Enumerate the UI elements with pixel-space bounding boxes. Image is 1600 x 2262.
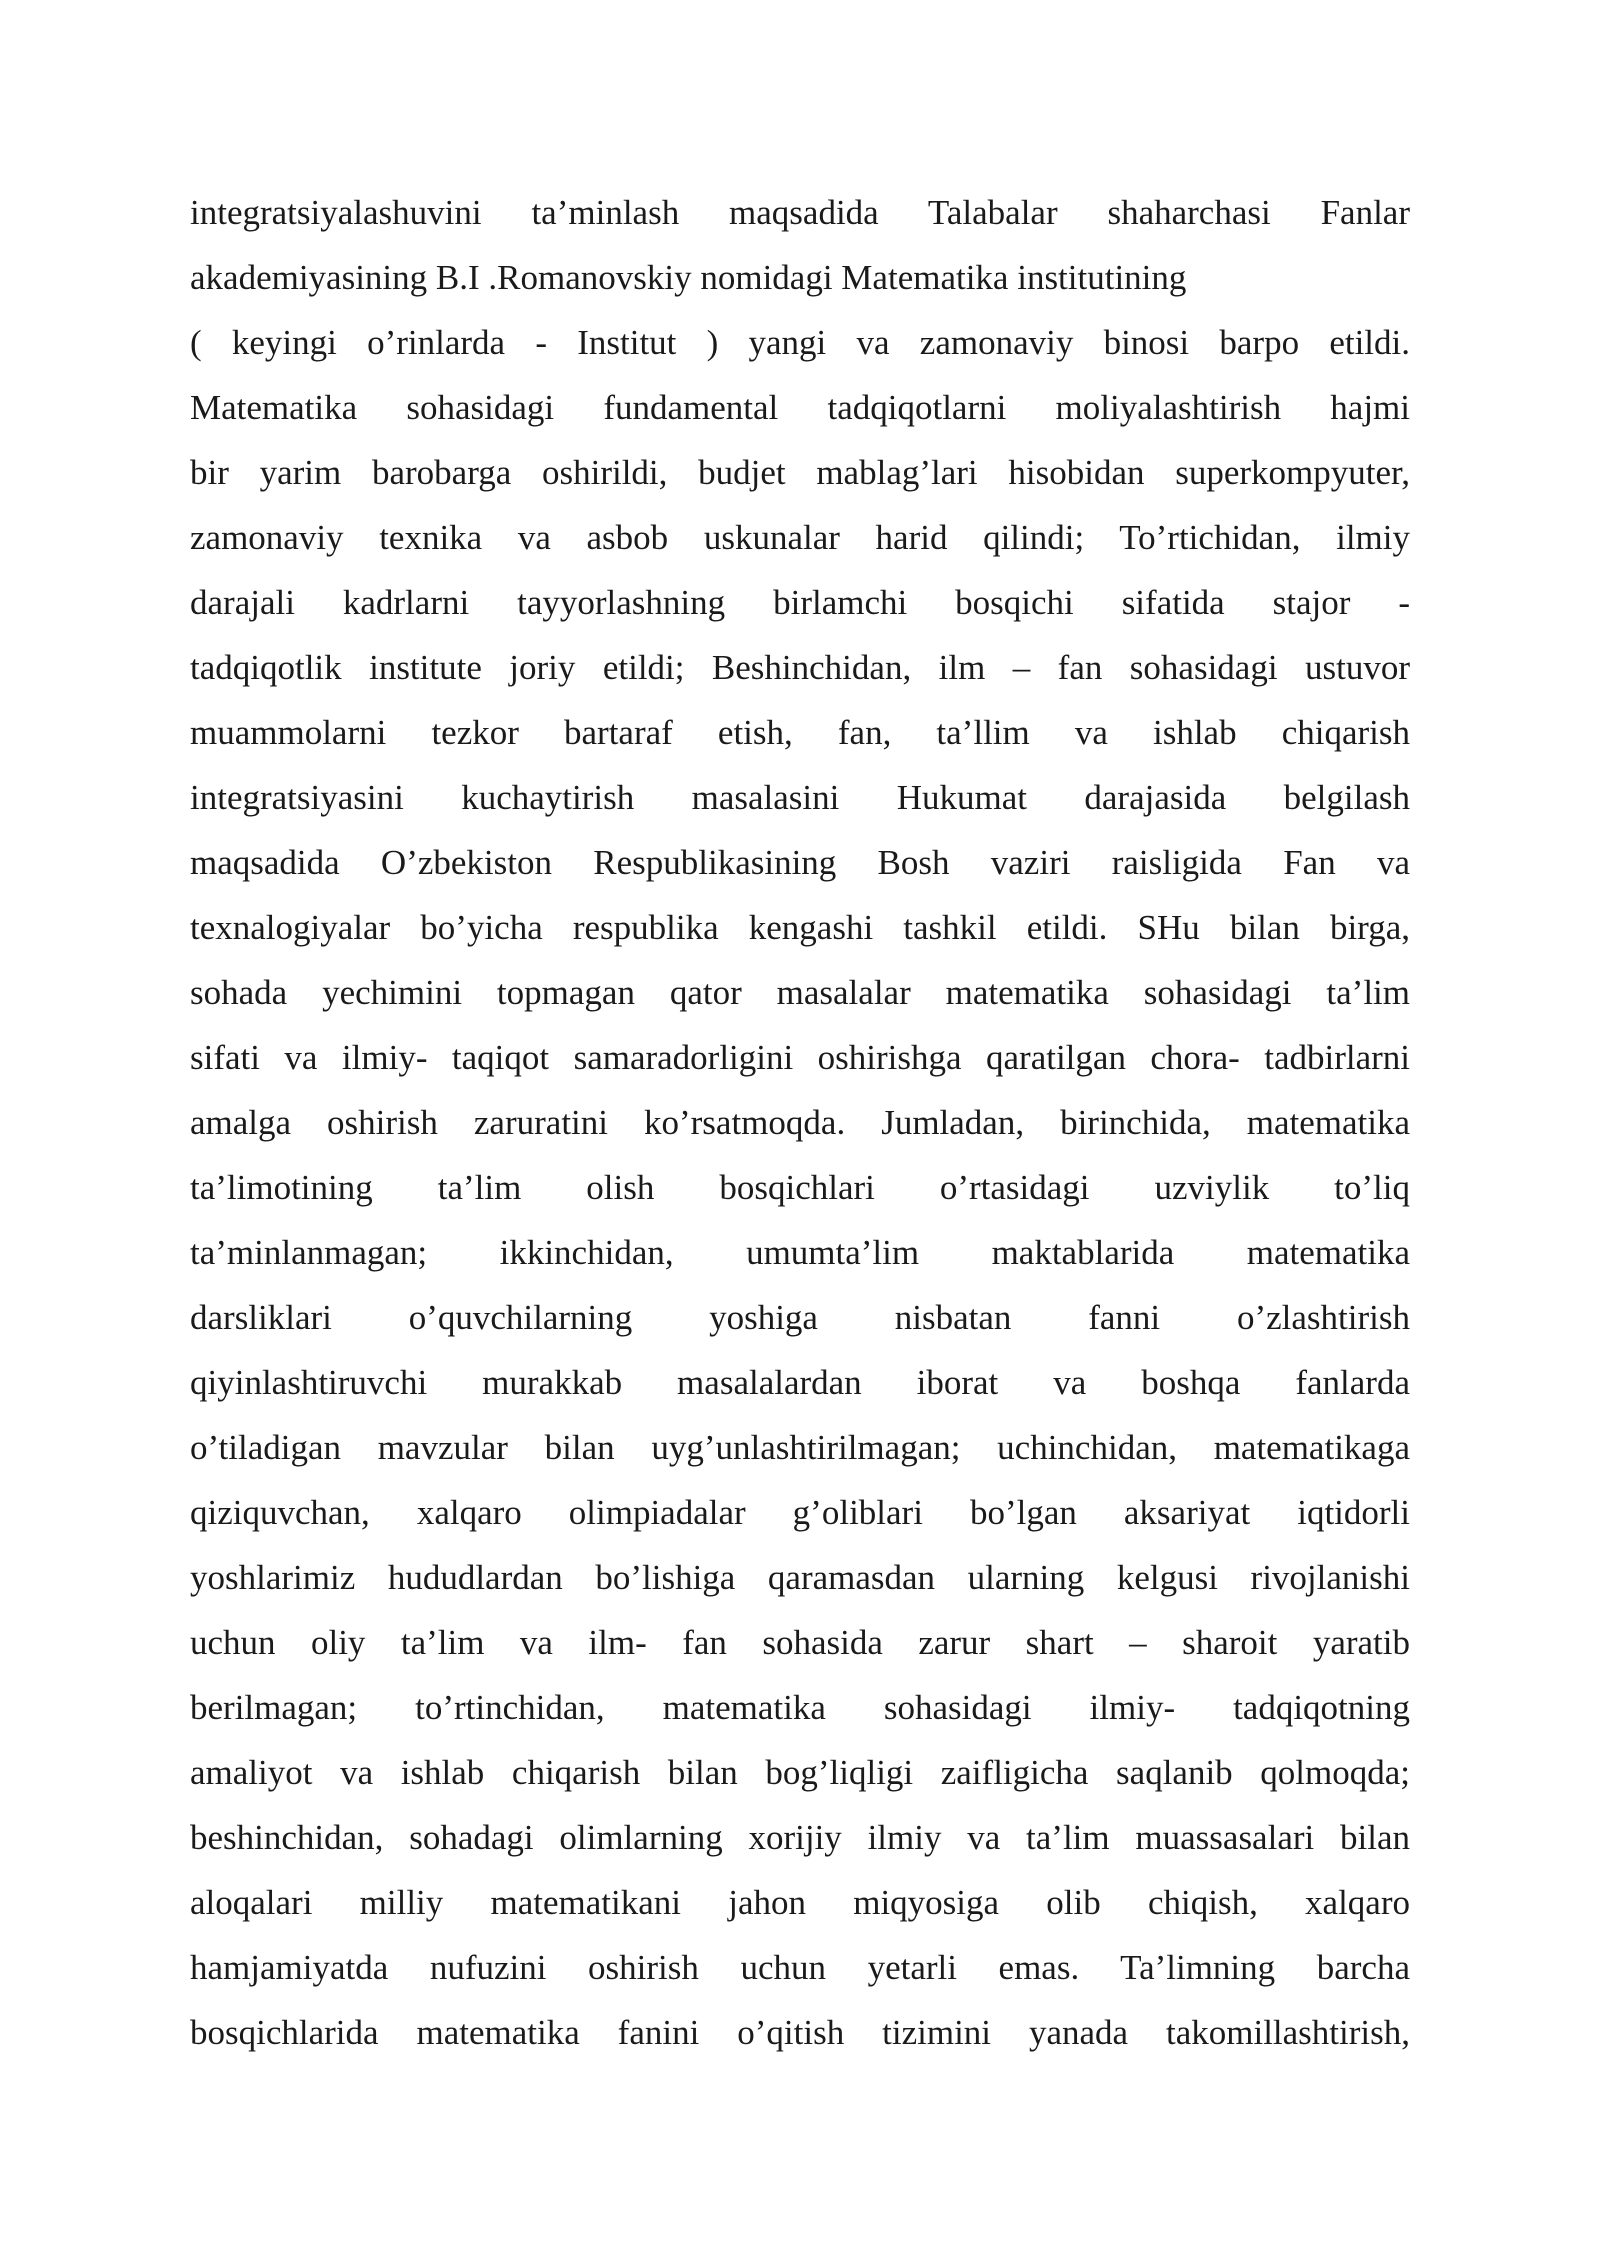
text-line: maqsadida O’zbekiston Respublikasining Bosh vaziri raisligida Fan va (190, 843, 1410, 882)
text-line: sohada yechimini topmagan qator masalalar matematika sohasidagi ta’lim (190, 973, 1410, 1012)
text-line: amaliyot va ishlab chiqarish bilan bog’liqligi zaifligicha saqlanib qolmoqda; (190, 1753, 1410, 1792)
text-line: darajali kadrlarni tayyorlashning birlamchi bosqichi sifatida stajor - (190, 583, 1410, 622)
text-line: zamonaviy texnika va asbob uskunalar harid qilindi; To’rtichidan, ilmiy (190, 518, 1410, 557)
text-line: integratsiyasini kuchaytirish masalasini Hukumat darajasida belgilash (190, 778, 1410, 817)
text-line: aloqalari milliy matematikani jahon miqyosiga olib chiqish, xalqaro (190, 1883, 1410, 1922)
text-line: ta’minlanmagan; ikkinchidan, umumta’lim maktablarida matematika (190, 1233, 1410, 1272)
text-line: uchun oliy ta’lim va ilm- fan sohasida zarur shart – sharoit yaratib (190, 1623, 1410, 1662)
text-line: o’tiladigan mavzular bilan uyg’unlashtirilmagan; uchinchidan, matematikaga (190, 1428, 1410, 1467)
text-line: bosqichlarida matematika fanini o’qitish tizimini yanada takomillashtirish, (190, 2013, 1410, 2052)
text-line: integratsiyalashuvini ta’minlash maqsadida Talabalar shaharchasi Fanlar (190, 193, 1410, 232)
text-line: amalga oshirish zaruratini ko’rsatmoqda. Jumladan, birinchida, matematika (190, 1103, 1410, 1142)
body-text (190, 180, 1410, 2065)
text-line: texnalogiyalar bo’yicha respublika kengashi tashkil etildi. SHu bilan birga, (190, 908, 1410, 947)
text-line: qiziquvchan, xalqaro olimpiadalar g’oliblari bo’lgan aksariyat iqtidorli (190, 1493, 1410, 1532)
text-line: bir yarim barobarga oshirildi, budjet mablag’lari hisobidan superkompyuter, (190, 453, 1410, 492)
text-line: berilmagan; to’rtinchidan, matematika sohasidagi ilmiy- tadqiqotning (190, 1688, 1410, 1727)
text-line: ( keyingi o’rinlarda - Institut ) yangi va zamonaviy binosi barpo etildi. (190, 323, 1410, 362)
text-line: qiyinlashtiruvchi murakkab masalalardan iborat va boshqa fanlarda (190, 1363, 1410, 1402)
text-line: muammolarni tezkor bartaraf etish, fan, ta’llim va ishlab chiqarish (190, 713, 1410, 752)
text-line: Matematika sohasidagi fundamental tadqiqotlarni moliyalashtirish hajmi (190, 388, 1410, 427)
text-line: yoshlarimiz hududlardan bo’lishiga qaramasdan ularning kelgusi rivojlanishi (190, 1558, 1410, 1597)
text-line: beshinchidan, sohadagi olimlarning xorijiy ilmiy va ta’lim muassasalari bilan (190, 1818, 1410, 1857)
text-line: hamjamiyatda nufuzini oshirish uchun yetarli emas. Ta’limning barcha (190, 1948, 1410, 1987)
text-line: ta’limotining ta’lim olish bosqichlari o’rtasidagi uzviylik to’liq (190, 1168, 1410, 1207)
text-line: darsliklari o’quvchilarning yoshiga nisbatan fanni o’zlashtirish (190, 1298, 1410, 1337)
text-line: akademiyasining B.I .Romanovskiy nomidagi Matematika institutining (190, 258, 1187, 297)
text-line: tadqiqotlik institute joriy etildi; Beshinchidan, ilm – fan sohasidagi ustuvor (190, 648, 1410, 687)
text-line: sifati va ilmiy- taqiqot samaradorligini oshirishga qaratilgan chora- tadbirlarni (190, 1038, 1410, 1077)
